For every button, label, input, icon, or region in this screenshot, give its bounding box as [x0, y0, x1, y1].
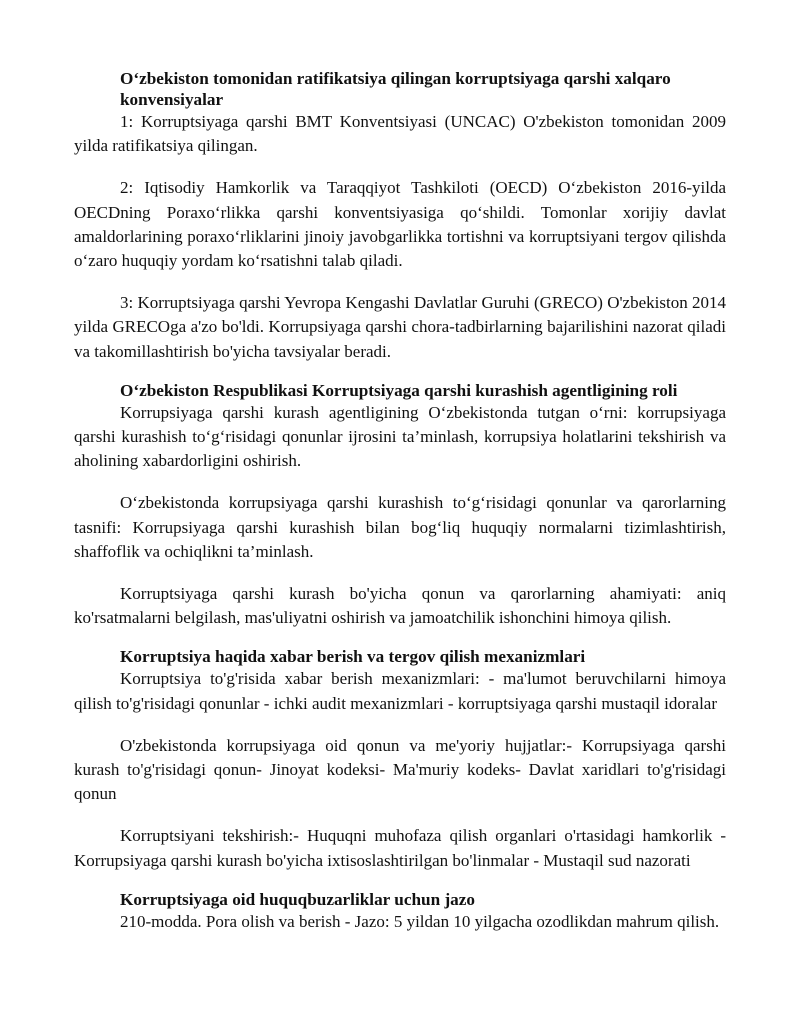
section-heading: Korruptsiyaga oid huquqbuzarliklar uchun jazo [120, 889, 475, 909]
paragraph: 3: Korruptsiyaga qarshi Yevropa Kengashi Davlatlar Guruhi (GRECO) O'zbekiston 2014 yilda GRECOga a'zo bo'ldi. Korrupsiyaga qarshi chora-tadbirlarning bajarilishini nazorat qiladi va takomillashtirish bo'yicha tavsiyalar beradi. [74, 293, 726, 361]
paragraph: Korruptsiya to'g'risida xabar berish mexanizmlari: - ma'lumot beruvchilarni himoya qilish to'g'risidagi qonunlar - ichki audit mexanizmlari - korruptsiyaga qarshi mustaqil idoralar [74, 669, 726, 713]
section-conventions [74, 68, 726, 364]
section-heading: O‘zbekiston Respublikasi Korruptsiyaga qarshi kurashish agentligining roli [120, 380, 678, 400]
document-page [74, 68, 726, 934]
section-agency-role [74, 380, 726, 631]
section-penalties [74, 889, 726, 934]
paragraph: Korruptsiyaga qarshi kurash bo'yicha qonun va qarorlarning ahamiyati: aniq ko'rsatmalarni belgilash, mas'uliyatni oshirish va jamoatchilik ishonchini himoya qilish. [74, 584, 726, 628]
paragraph: Korrupsiyaga qarshi kurash agentligining O‘zbekistonda tutgan o‘rni: korrupsiyaga qarshi kurashish to‘g‘risidagi qonunlar ijrosini ta’minlash, korrupsiya holatlarini tekshirish va aholining xabardorligini oshirish. [74, 402, 726, 471]
paragraph: O‘zbekistonda korrupsiyaga qarshi kurashish to‘g‘risidagi qonunlar va qarorlarning tasnifi: Korrupsiyaga qarshi kurashish bilan bog‘liq huquqiy normalarni tizimlashtirish, shaffoflik va ochiqlikni ta’minlash. [74, 493, 726, 561]
paragraph: 2: Iqtisodiy Hamkorlik va Taraqqiyot Tashkiloti (OECD) O‘zbekiston 2016-yilda OECDning Poraxo‘rlikka qarshi konventsiyasiga qo‘shildi. Tomonlar xorijiy davlat amaldorlarining poraxo‘rliklarini jinoiy javobgarlikka tortishni va korruptsiyani tergov qilishda o‘zaro huquqiy yordam ko‘rsatishni talab qiladi. [74, 178, 726, 271]
paragraph: O'zbekistonda korrupsiyaga oid qonun va me'yoriy hujjatlar:- Korrupsiyaga qarshi kurash to'g'risidagi qonun- Jinoyat kodeksi- Ma'muriy kodeks- Davlat xaridlari to'g'risidagi qonun [74, 735, 726, 804]
section-heading: O‘zbekiston tomonidan ratifikatsiya qilingan korruptsiyaga qarshi xalqaro konvensiyalar [120, 69, 671, 109]
section-reporting-mechanisms [74, 646, 726, 872]
section-heading: Korruptsiya haqida xabar berish va tergov qilish mexanizmlari [120, 647, 586, 667]
paragraph: Korruptsiyani tekshirish:- Huquqni muhofaza qilish organlari o'rtasidagi hamkorlik - Korrupsiyaga qarshi kurash bo'yicha ixtisoslashtirilgan bo'linmalar - Mustaqil sud nazorati [74, 826, 726, 870]
paragraph: 1: Korruptsiyaga qarshi BMT Konventsiyasi (UNCAC) O'zbekiston tomonidan 2009 yilda ratifikatsiya qilingan. [74, 112, 726, 156]
paragraph: 210-modda. Pora olish va berish - Jazo: 5 yildan 10 yilgacha ozodlikdan mahrum qilish. [120, 911, 720, 931]
